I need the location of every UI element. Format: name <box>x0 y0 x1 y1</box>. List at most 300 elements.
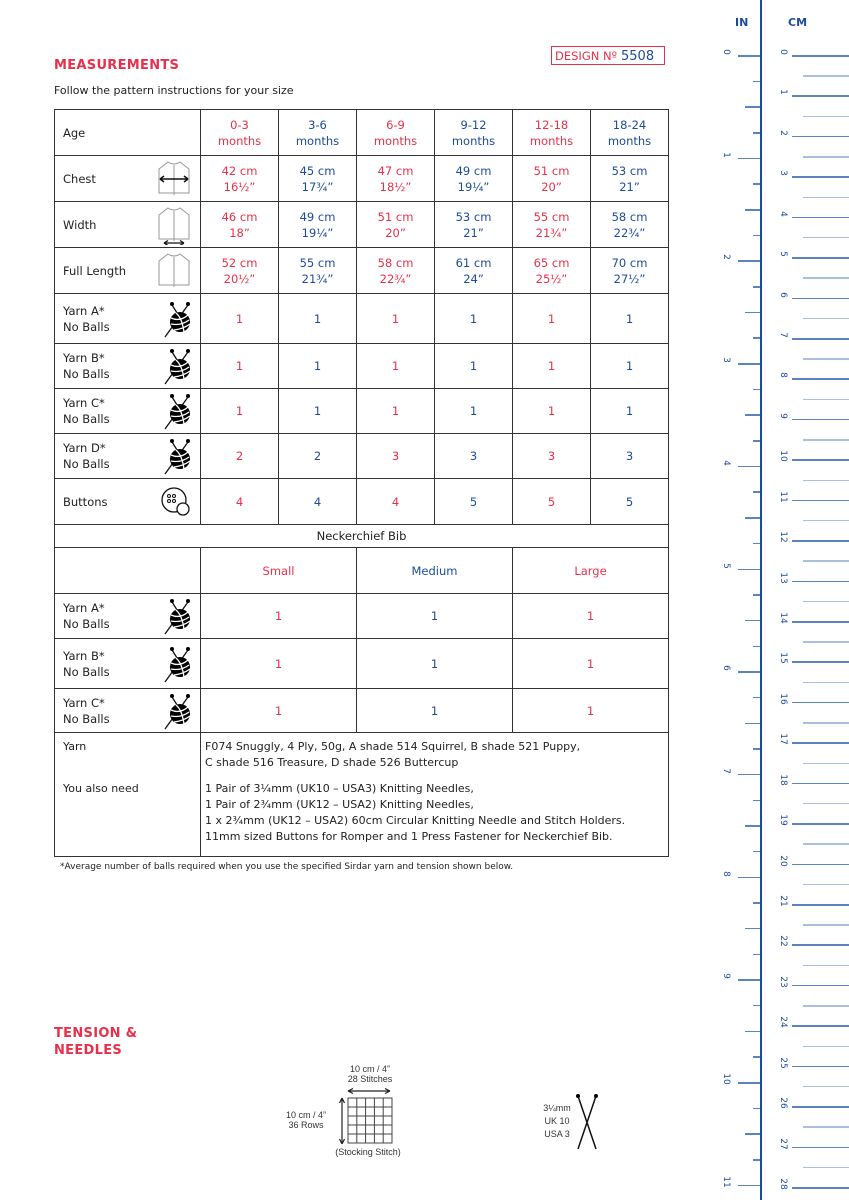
inch-tick <box>753 81 760 83</box>
cell-text: 12-18 <box>534 117 569 132</box>
cm-number: 2 <box>778 129 788 136</box>
measurement-cell <box>201 248 279 294</box>
cm-tick <box>792 702 849 704</box>
ball-count: 1 <box>357 344 435 389</box>
knitting-needles-icon <box>574 1093 600 1151</box>
inch-tick <box>753 1108 760 1110</box>
yarn-name: Yarn C* <box>63 396 105 410</box>
cm-tick <box>792 1187 849 1189</box>
inch-number: 0 <box>721 49 731 55</box>
cell-text: 51 cm <box>377 209 414 224</box>
measurement-cell <box>435 156 513 202</box>
cm-tick <box>792 783 849 785</box>
inch-tick <box>753 1056 760 1058</box>
size-header <box>513 110 591 156</box>
size-header <box>279 110 357 156</box>
ball-count: 1 <box>591 344 669 389</box>
cm-tick <box>803 763 849 765</box>
cm-label: CM <box>788 16 808 29</box>
cell-text: 24” <box>463 271 484 286</box>
cm-tick <box>792 136 849 138</box>
inch-tick <box>745 723 760 725</box>
bib-size-header: Medium <box>357 548 513 594</box>
ball-count: 1 <box>435 344 513 389</box>
ball-count: 1 <box>201 389 279 434</box>
measurement-cell <box>435 202 513 248</box>
cm-tick <box>803 439 849 441</box>
design-number: 5508 <box>621 49 655 64</box>
table-row-yarn <box>55 389 669 434</box>
inch-tick <box>745 928 760 930</box>
cell-text: 18” <box>229 225 250 240</box>
cm-tick <box>803 682 849 684</box>
cm-number: 5 <box>778 251 788 257</box>
cm-number: 13 <box>778 571 788 584</box>
ball-count: 3 <box>357 434 435 479</box>
inch-tick <box>753 132 760 134</box>
width-measure: 10 cm / 4” <box>349 1064 390 1074</box>
inch-tick <box>738 466 760 468</box>
cm-tick <box>803 1126 849 1128</box>
inch-tick <box>738 569 760 571</box>
cell-text: 16½” <box>223 179 256 194</box>
yarn-sub: No Balls <box>63 367 110 381</box>
row-label-text: Chest <box>63 171 96 186</box>
ball-count: 1 <box>513 639 669 689</box>
table-row-yarn <box>55 344 669 389</box>
cm-number: 28 <box>778 1178 788 1190</box>
cm-tick <box>803 358 849 360</box>
cm-tick <box>803 318 849 320</box>
table-row-bib-title <box>55 525 669 548</box>
needle-uk: UK 10 <box>544 1116 570 1126</box>
cm-tick <box>792 298 849 300</box>
inch-label: IN <box>735 16 749 29</box>
cm-tick <box>792 985 849 987</box>
cell-text: 47 cm <box>377 163 414 178</box>
section-title-tension-1: TENSION & <box>54 1026 138 1041</box>
inch-number: 9 <box>721 973 731 980</box>
inch-number: 11 <box>721 1175 731 1188</box>
row-label <box>55 389 201 434</box>
cm-number: 26 <box>778 1097 788 1109</box>
cm-number: 21 <box>778 895 788 907</box>
cm-tick <box>803 560 849 562</box>
size-header <box>591 110 669 156</box>
button-count: 5 <box>435 479 513 525</box>
inch-tick <box>745 414 760 416</box>
cm-tick <box>792 1147 849 1149</box>
need-line: 1 Pair of 2¾mm (UK12 – USA2) Knitting Needles, <box>205 798 474 811</box>
inch-tick <box>753 337 760 339</box>
row-label <box>55 248 201 294</box>
row-label <box>55 156 201 202</box>
cell-text: 53 cm <box>611 163 648 178</box>
ruler-divider <box>760 0 762 1200</box>
cm-tick <box>792 944 849 946</box>
measurement-cell <box>591 202 669 248</box>
cell-text: months <box>607 133 652 148</box>
cell-text: 70 cm <box>611 255 648 270</box>
ball-count: 1 <box>357 639 513 689</box>
inch-tick <box>745 825 760 827</box>
cell-text: 55 cm <box>533 209 570 224</box>
size-header <box>201 110 279 156</box>
cell-text: months <box>451 133 496 148</box>
row-label <box>55 594 201 639</box>
cell-text: months <box>217 133 262 148</box>
row-label <box>55 479 201 525</box>
measurement-cell <box>513 248 591 294</box>
ball-count: 1 <box>357 389 435 434</box>
cell-text: 21” <box>619 179 640 194</box>
inch-number: 3 <box>721 357 731 363</box>
inch-number: 4 <box>721 459 731 466</box>
cm-tick <box>792 621 849 623</box>
yarn-name: Yarn C* <box>63 695 105 710</box>
cm-tick <box>803 803 849 805</box>
yarn-name: Yarn B* <box>63 648 105 663</box>
inch-number: 6 <box>721 665 731 672</box>
cm-tick <box>803 884 849 886</box>
inch-tick <box>738 877 760 879</box>
bib-title: Neckerchief Bib <box>55 525 669 548</box>
cell-text: 45 cm <box>299 163 336 178</box>
instructions-text: Follow the pattern instructions for your size <box>54 84 294 97</box>
cell-text: 53 cm <box>455 209 492 224</box>
cm-tick <box>803 722 849 724</box>
measurement-cell <box>591 248 669 294</box>
ball-count: 1 <box>279 294 357 344</box>
cm-tick <box>803 116 849 118</box>
size-header <box>435 110 513 156</box>
cell-text: 65 cm <box>533 255 570 270</box>
yarn-sub: No Balls <box>63 617 110 631</box>
cm-tick <box>803 1005 849 1007</box>
ball-count: 3 <box>435 434 513 479</box>
cm-tick <box>792 904 849 906</box>
button-count: 5 <box>591 479 669 525</box>
cm-tick <box>803 1046 849 1048</box>
ball-count: 1 <box>513 344 591 389</box>
cell-text: 20½” <box>223 271 256 286</box>
cm-number: 14 <box>778 612 788 624</box>
cm-tick <box>792 95 849 97</box>
inch-number: 5 <box>721 562 731 569</box>
cell-text: 55 cm <box>299 255 336 270</box>
inch-tick <box>745 620 760 622</box>
ball-count: 3 <box>591 434 669 479</box>
row-label-text: Width <box>63 217 97 232</box>
button-count: 4 <box>357 479 435 525</box>
table-row-yarn <box>55 434 669 479</box>
measurement-cell <box>279 248 357 294</box>
bib-size-header: Large <box>513 548 669 594</box>
footnote: *Average number of balls required when you use the specified Sirdar yarn and tension shown below. <box>60 862 514 872</box>
measurement-cell <box>513 156 591 202</box>
cm-tick <box>792 176 849 178</box>
cell-text: 58 cm <box>377 255 414 270</box>
inch-number: 2 <box>721 254 731 261</box>
row-label <box>55 434 201 479</box>
inch-tick <box>738 260 760 262</box>
cm-tick <box>803 843 849 845</box>
cm-number: 27 <box>778 1137 788 1150</box>
measurements-table <box>54 109 669 857</box>
cm-tick <box>792 581 849 583</box>
cm-tick <box>803 277 849 279</box>
size-header <box>357 110 435 156</box>
cm-tick <box>792 661 849 663</box>
inch-tick <box>753 543 760 545</box>
inch-tick <box>753 646 760 648</box>
ball-count: 1 <box>591 389 669 434</box>
cm-number: 23 <box>778 976 788 988</box>
section-title-measurements: MEASUREMENTS <box>54 58 180 73</box>
row-label-text: Buttons <box>63 494 108 509</box>
cm-tick <box>803 399 849 401</box>
cm-tick <box>792 257 849 259</box>
cell-text: 0-3 <box>230 117 249 132</box>
cm-tick <box>803 197 849 199</box>
table-row-yarn <box>55 294 669 344</box>
cm-number: 17 <box>778 733 788 746</box>
cell-text: 52 cm <box>221 255 258 270</box>
needle-size-label <box>538 1102 576 1141</box>
ball-count: 1 <box>357 689 513 733</box>
cell-text: 42 cm <box>221 163 258 178</box>
cell-text: 61 cm <box>455 255 492 270</box>
cm-tick <box>792 540 849 542</box>
inch-tick <box>753 954 760 956</box>
yarn-line: F074 Snuggly, 4 Ply, 50g, A shade 514 Squirrel, B shade 521 Puppy, <box>205 740 581 753</box>
cm-tick <box>792 1066 849 1068</box>
inch-tick <box>738 55 760 57</box>
yarn-sub: No Balls <box>63 457 110 471</box>
cm-tick <box>792 55 849 57</box>
inch-tick <box>753 235 760 237</box>
design-number-box <box>551 46 665 65</box>
cell-text: 17¾” <box>301 179 334 194</box>
inch-number: 1 <box>721 151 731 158</box>
measurement-cell <box>279 202 357 248</box>
button-count: 4 <box>279 479 357 525</box>
cm-number: 0 <box>778 49 788 55</box>
inch-tick <box>745 209 760 211</box>
cm-tick <box>803 641 849 643</box>
ball-count: 3 <box>513 434 591 479</box>
measurement-cell <box>357 156 435 202</box>
section-title-tension-2: NEEDLES <box>54 1043 123 1058</box>
inch-tick <box>745 1031 760 1033</box>
cm-number: 12 <box>778 531 788 543</box>
cm-tick <box>792 217 849 219</box>
ball-count: 1 <box>435 294 513 344</box>
ball-count: 1 <box>201 639 357 689</box>
inch-tick <box>738 774 760 776</box>
row-label <box>55 294 201 344</box>
yarn-sub: No Balls <box>63 711 110 726</box>
cm-number: 20 <box>778 854 788 867</box>
measurement-cell <box>513 202 591 248</box>
ball-count: 1 <box>513 594 669 639</box>
row-label-text: Full Length <box>63 263 126 278</box>
ball-count: 1 <box>591 294 669 344</box>
inch-tick <box>753 902 760 904</box>
measurement-cell <box>201 202 279 248</box>
row-label <box>55 639 201 689</box>
materials-text <box>201 733 669 857</box>
cm-tick <box>803 237 849 239</box>
cm-tick <box>803 1167 849 1169</box>
cell-text: 18½” <box>379 179 412 194</box>
ball-count: 1 <box>513 689 669 733</box>
cell-text: 49 cm <box>299 209 336 224</box>
yarn-sub: No Balls <box>63 664 110 679</box>
tension-width-label <box>330 1064 410 1084</box>
cm-number: 16 <box>778 693 788 705</box>
measurement-cell <box>279 156 357 202</box>
yarn-name: Yarn D* <box>63 441 106 455</box>
inch-tick <box>753 800 760 802</box>
row-label <box>55 344 201 389</box>
empty-cell <box>55 548 201 594</box>
tension-height-label <box>276 1110 336 1130</box>
ball-count: 1 <box>201 689 357 733</box>
table-row-yarn <box>55 639 669 689</box>
ball-count: 2 <box>201 434 279 479</box>
cell-text: months <box>373 133 418 148</box>
cell-text: 49 cm <box>455 163 492 178</box>
measuring-ruler <box>700 0 849 1200</box>
ball-count: 1 <box>357 294 435 344</box>
inch-tick <box>745 517 760 519</box>
stitch-type: (Stocking Stitch) <box>335 1147 401 1157</box>
table-row-yarn <box>55 689 669 733</box>
ball-count: 1 <box>201 294 279 344</box>
cell-text: 21¾” <box>301 271 334 286</box>
cell-text: 27½” <box>613 271 646 286</box>
yarn-sub: No Balls <box>63 319 110 334</box>
cell-text: months <box>529 133 574 148</box>
cm-tick <box>803 601 849 603</box>
inch-tick <box>753 697 760 699</box>
cm-tick <box>792 1106 849 1108</box>
yarn-name: Yarn A* <box>63 601 105 615</box>
inch-tick <box>745 106 760 108</box>
cell-text: 21¾” <box>535 225 568 240</box>
inch-tick <box>738 363 760 365</box>
cell-text: 21” <box>463 225 484 240</box>
cm-tick <box>792 419 849 421</box>
cm-number: 18 <box>778 774 788 786</box>
inch-tick <box>753 748 760 750</box>
table-row-measurement <box>55 248 669 294</box>
inch-tick <box>753 1005 760 1007</box>
needle-usa: USA 3 <box>544 1129 570 1139</box>
yarn-line: C shade 516 Treasure, D shade 526 Buttercup <box>205 756 459 769</box>
inch-tick <box>753 183 760 185</box>
row-label <box>55 202 201 248</box>
cm-tick <box>803 156 849 158</box>
cell-text: 20” <box>541 179 562 194</box>
needle-mm: 3¼mm <box>543 1103 571 1113</box>
cm-tick <box>792 500 849 502</box>
cm-number: 25 <box>778 1057 788 1069</box>
cm-number: 19 <box>778 814 788 826</box>
ball-count: 1 <box>513 294 591 344</box>
inch-tick <box>753 286 760 288</box>
ball-count: 1 <box>513 389 591 434</box>
cm-tick <box>792 1025 849 1027</box>
cell-text: 19¼” <box>301 225 334 240</box>
cm-number: 7 <box>778 332 788 338</box>
height-measure: 10 cm / 4” <box>285 1110 326 1120</box>
cm-number: 11 <box>778 490 788 503</box>
inch-number: 10 <box>721 1073 731 1085</box>
ball-count: 1 <box>279 344 357 389</box>
cm-number: 22 <box>778 935 788 948</box>
materials-labels <box>55 733 201 857</box>
table-row-measurement <box>55 202 669 248</box>
need-line: 11mm sized Buttons for Romper and 1 Press Fastener for Neckerchief Bib. <box>205 830 613 843</box>
inch-tick <box>738 158 760 160</box>
inch-tick <box>753 440 760 442</box>
cm-number: 6 <box>778 291 788 298</box>
table-row-bib-sizes <box>55 548 669 594</box>
cm-tick <box>803 480 849 482</box>
cell-text: 25½” <box>535 271 568 286</box>
cell-text: 18-24 <box>612 117 647 132</box>
cell-text: months <box>295 133 340 148</box>
ball-count: 1 <box>357 594 513 639</box>
cm-tick <box>792 742 849 744</box>
table-row-age <box>55 110 669 156</box>
row-label <box>55 689 201 733</box>
button-count: 4 <box>201 479 279 525</box>
ball-count: 1 <box>201 344 279 389</box>
inch-tick <box>745 1133 760 1135</box>
table-row-materials <box>55 733 669 857</box>
cm-number: 1 <box>778 89 788 96</box>
cell-text: 20” <box>385 225 406 240</box>
inch-tick <box>753 594 760 596</box>
cm-number: 10 <box>778 450 788 463</box>
table-row-measurement <box>55 156 669 202</box>
yarn-label: Yarn <box>63 740 87 753</box>
table-row-buttons <box>55 479 669 525</box>
stitch-count: 28 Stitches <box>347 1074 393 1084</box>
measurement-cell <box>357 202 435 248</box>
inch-number: 7 <box>721 768 731 774</box>
measurement-cell <box>435 248 513 294</box>
design-label: DESIGN Nº <box>555 49 618 63</box>
cm-tick <box>792 864 849 866</box>
ball-count: 1 <box>279 389 357 434</box>
need-line: 1 x 2¾mm (UK12 – USA2) 60cm Circular Knitting Needle and Stitch Holders. <box>205 814 626 827</box>
cell-text: 3-6 <box>308 117 327 132</box>
cm-number: 9 <box>778 412 788 419</box>
cm-tick <box>803 1086 849 1088</box>
cell-text: 19¼” <box>457 179 490 194</box>
also-need-label: You also need <box>63 782 139 795</box>
cell-text: 9-12 <box>460 117 487 132</box>
inch-number: 8 <box>721 870 731 877</box>
cell-text: 58 cm <box>611 209 648 224</box>
yarn-sub: No Balls <box>63 412 110 426</box>
inch-tick <box>738 979 760 981</box>
ball-count: 1 <box>201 594 357 639</box>
